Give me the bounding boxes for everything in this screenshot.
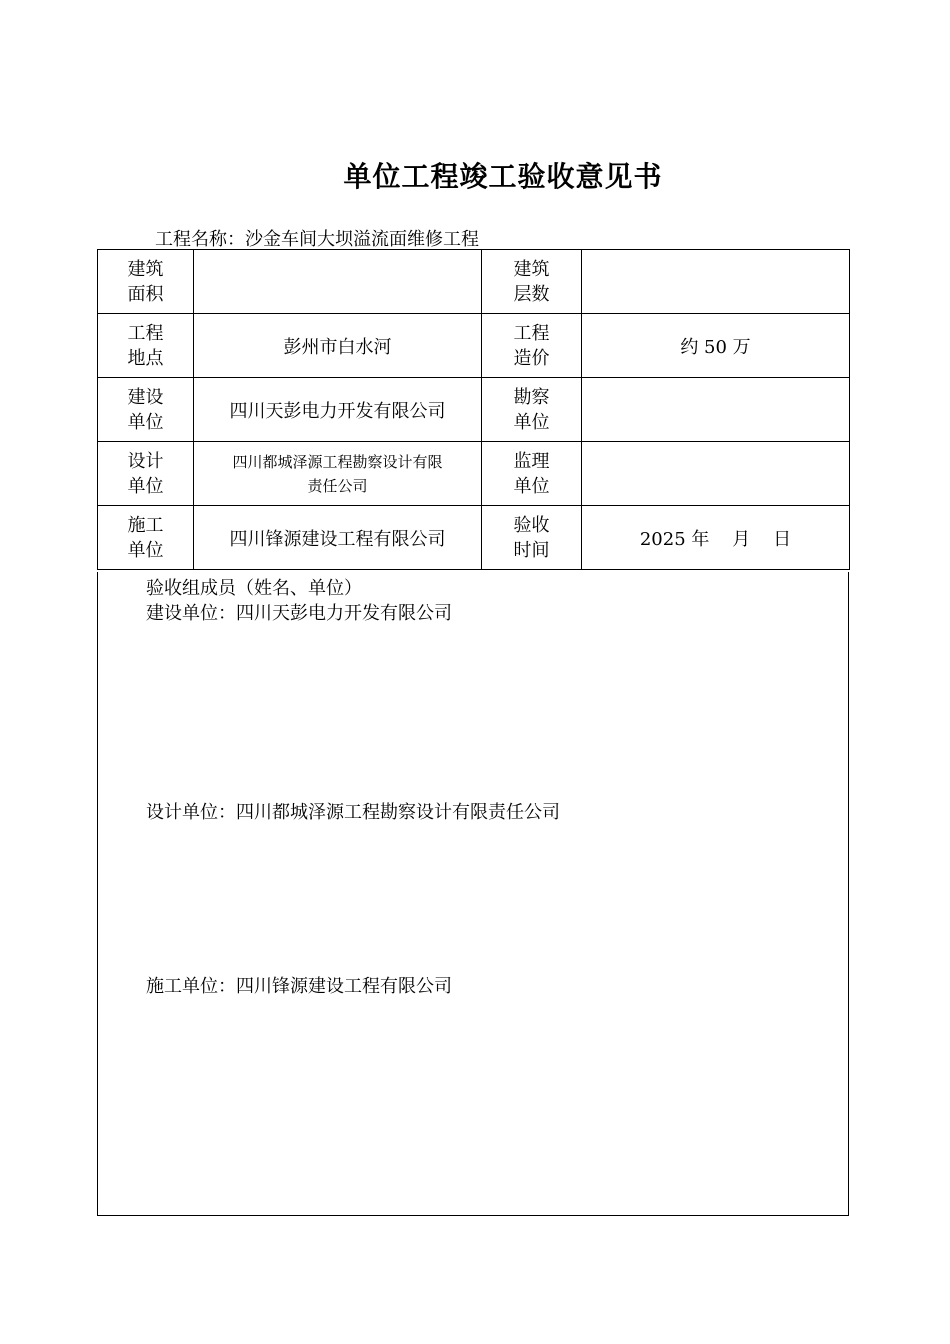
table-row — [98, 442, 850, 506]
project-name-line: 工程名称：沙金车间大坝溢流面维修工程 — [155, 229, 479, 250]
value-design-unit: 四川都城泽源工程勘察设计有限 责任公司 — [194, 442, 482, 506]
table-row — [98, 250, 850, 314]
label-supervision-unit: 监理 单位 — [482, 442, 582, 506]
value-builder-unit: 四川锋源建设工程有限公司 — [194, 506, 482, 570]
value-owner-unit: 四川天彭电力开发有限公司 — [194, 378, 482, 442]
label-building-area: 建筑 面积 — [98, 250, 194, 314]
value-building-area — [194, 250, 482, 314]
label-acceptance-time: 验收 时间 — [482, 506, 582, 570]
label-builder-unit: 施工 单位 — [98, 506, 194, 570]
value-project-location: 彭州市白水河 — [194, 314, 482, 378]
label-survey-unit: 勘察 单位 — [482, 378, 582, 442]
table-row — [98, 378, 850, 442]
info-table — [97, 249, 850, 570]
members-heading: 验收组成员（姓名、单位） — [146, 578, 362, 599]
members-construction-unit: 建设单位：四川天彭电力开发有限公司 — [146, 603, 452, 624]
table-row — [98, 506, 850, 570]
label-project-location: 工程 地点 — [98, 314, 194, 378]
members-design-unit: 设计单位：四川都城泽源工程勘察设计有限责任公司 — [146, 802, 560, 823]
value-survey-unit — [582, 378, 850, 442]
acceptance-members-box — [97, 572, 849, 1216]
label-project-cost: 工程 造价 — [482, 314, 582, 378]
label-owner-unit: 建设 单位 — [98, 378, 194, 442]
value-building-floors — [582, 250, 850, 314]
label-design-unit: 设计 单位 — [98, 442, 194, 506]
label-building-floors: 建筑 层数 — [482, 250, 582, 314]
value-acceptance-time: 2025 年 月 日 — [582, 506, 850, 570]
value-supervision-unit — [582, 442, 850, 506]
value-project-cost: 约 50 万 — [582, 314, 850, 378]
members-builder-unit: 施工单位：四川锋源建设工程有限公司 — [146, 976, 452, 997]
table-row — [98, 314, 850, 378]
document-title: 单位工程竣工验收意见书 — [343, 160, 663, 193]
